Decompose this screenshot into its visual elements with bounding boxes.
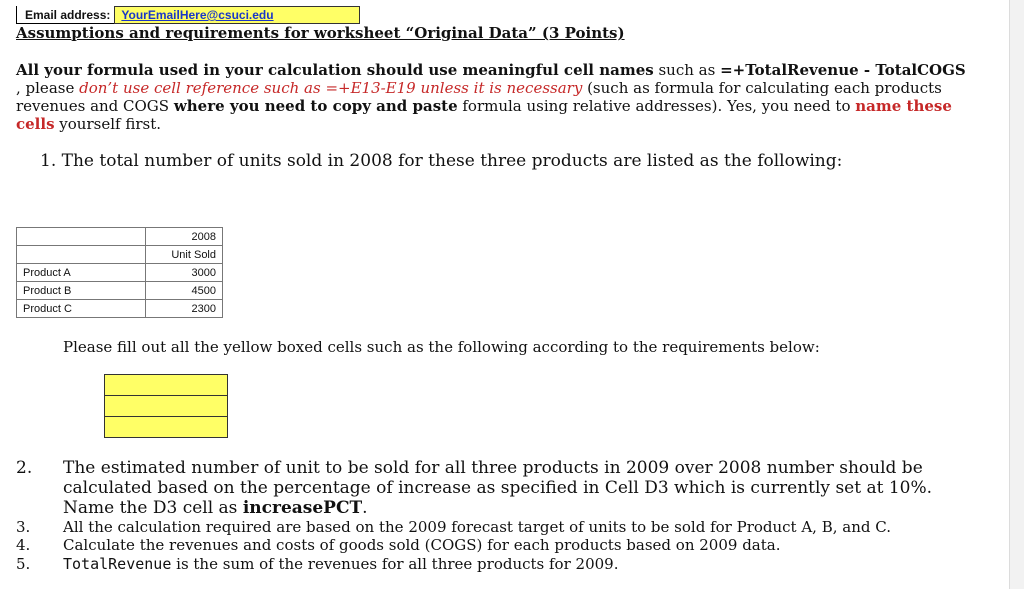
- email-label: Email address:: [16, 6, 114, 24]
- table-product-cell: Product B: [17, 282, 146, 300]
- email-input[interactable]: YourEmailHere@csuci.edu: [114, 6, 360, 24]
- page-scrollbar[interactable]: [1009, 0, 1024, 589]
- table-row: [17, 300, 223, 318]
- intro-text-a: such as: [653, 61, 721, 79]
- intro-copy-paste: where you need to copy and paste: [173, 97, 458, 115]
- list-item-1: 1. The total number of units sold in 2008 for these three products are listed as the following:: [40, 151, 843, 171]
- intro-text-c: (such as formula for calculating each products revenues and COGS: [16, 79, 942, 115]
- table-cell-empty: [17, 228, 146, 246]
- list-text: [63, 458, 976, 518]
- intro-bold: All your formula used in your calculation should use meaningful cell names: [16, 61, 654, 79]
- table-units-cell: 4500: [146, 282, 223, 300]
- intro-text-b: , please: [16, 79, 80, 97]
- units-table: [16, 227, 223, 318]
- yellow-cell[interactable]: [104, 416, 228, 438]
- list-number: 5.: [16, 555, 31, 573]
- yellow-cell[interactable]: [104, 395, 228, 416]
- intro-example: =+TotalRevenue - TotalCOGS: [720, 61, 966, 79]
- table-units-cell: 2300: [146, 300, 223, 318]
- table-row: [17, 246, 223, 264]
- list-number: 2.: [16, 458, 33, 478]
- list-number: 3.: [16, 518, 31, 536]
- fill-instruction: Please fill out all the yellow boxed cells such as the following according to the requirements below:: [63, 338, 820, 356]
- list-text-part: .: [362, 498, 368, 518]
- cell-name-totalrevenue: TotalRevenue: [63, 555, 172, 573]
- intro-name-cells: name these cells: [16, 97, 952, 133]
- cell-name-increasepct: increasePCT: [242, 498, 363, 518]
- yellow-cell[interactable]: [104, 374, 228, 395]
- table-product-cell: Product C: [17, 300, 146, 318]
- page-heading: Assumptions and requirements for worksheet “Original Data” (3 Points): [16, 24, 625, 42]
- list-text: Calculate the revenues and costs of goods sold (COGS) for each products based on 2009 data.: [63, 536, 781, 554]
- table-row: [17, 264, 223, 282]
- list-text: [63, 555, 976, 573]
- table-product-cell: Product A: [17, 264, 146, 282]
- list-item-3: [16, 518, 976, 536]
- intro-paragraph: [16, 61, 971, 133]
- intro-text-e: yourself first.: [54, 115, 161, 133]
- list-text-part: The estimated number of unit to be sold for all three products in 2009 over 2008 number should be calculated based on the percentage of increase as specified in Cell D3 which is currently set at 10%. Name the D3 cell as: [63, 458, 933, 518]
- list-item-5: [16, 555, 976, 573]
- table-cell-empty: [17, 246, 146, 264]
- table-row: [17, 282, 223, 300]
- email-row: [16, 6, 360, 24]
- table-row: [17, 228, 223, 246]
- table-units-cell: 3000: [146, 264, 223, 282]
- list-text-part: is the sum of the revenues for all three products for 2009.: [171, 555, 619, 573]
- list-item-4: [16, 536, 976, 554]
- list-item-2: [16, 458, 976, 518]
- table-year-header: 2008: [146, 228, 223, 246]
- intro-warning: don’t use cell reference such as =+E13-E19 unless it is necessary: [79, 79, 583, 97]
- list-text: All the calculation required are based on the 2009 forecast target of units to be sold for Product A, B, and C.: [63, 518, 891, 536]
- intro-text-d: formula using relative addresses). Yes, you need to: [457, 97, 856, 115]
- yellow-box-example: [104, 374, 228, 438]
- table-column-header: Unit Sold: [146, 246, 223, 264]
- list-number: 4.: [16, 536, 31, 554]
